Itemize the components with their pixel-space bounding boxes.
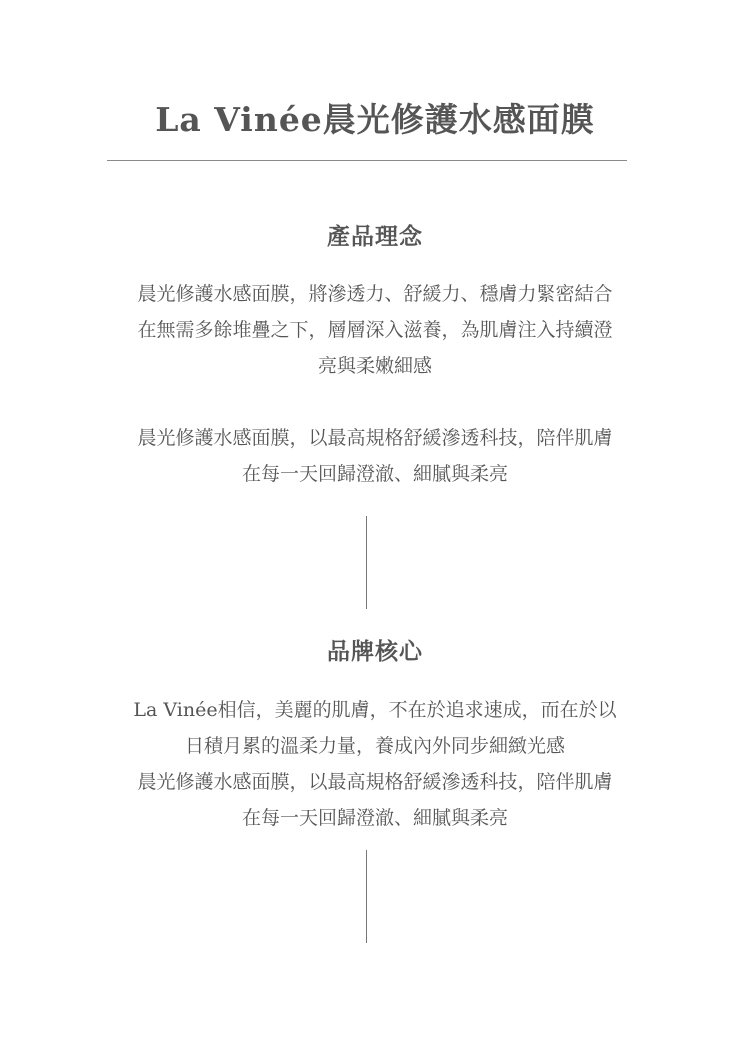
section-heading-brand-core: 品牌核心: [327, 638, 423, 665]
product-concept-paragraph-2: [90, 420, 660, 492]
paragraph-line: 晨光修護水感面膜，將滲透力、舒緩力、穩膚力緊密結合: [137, 283, 613, 305]
product-concept-paragraph-1: [90, 276, 660, 384]
vertical-divider: [366, 516, 367, 609]
section-heading-product-concept: 產品理念: [327, 223, 423, 250]
paragraph-line: 亮與柔嫩細感: [317, 355, 432, 377]
paragraph-line: La Vinée相信，美麗的肌膚，不在於追求速成，而在於以: [133, 699, 617, 721]
title-divider: [107, 160, 627, 161]
page-title: La Vinée晨光修護水感面膜: [155, 100, 595, 139]
paragraph-line: 日積月累的溫柔力量，養成內外同步細緻光感: [184, 735, 565, 757]
paragraph-line: 晨光修護水感面膜，以最高規格舒緩滲透科技，陪伴肌膚: [137, 427, 613, 449]
paragraph-line: 在每一天回歸澄澈、細膩與柔亮: [241, 807, 508, 829]
paragraph-line: 晨光修護水感面膜，以最高規格舒緩滲透科技，陪伴肌膚: [137, 771, 613, 793]
vertical-divider: [366, 850, 367, 943]
brand-core-paragraph: [90, 692, 660, 836]
paragraph-line: 在無需多餘堆疊之下，層層深入滋養，為肌膚注入持續澄: [137, 319, 613, 341]
paragraph-line: 在每一天回歸澄澈、細膩與柔亮: [241, 463, 508, 485]
